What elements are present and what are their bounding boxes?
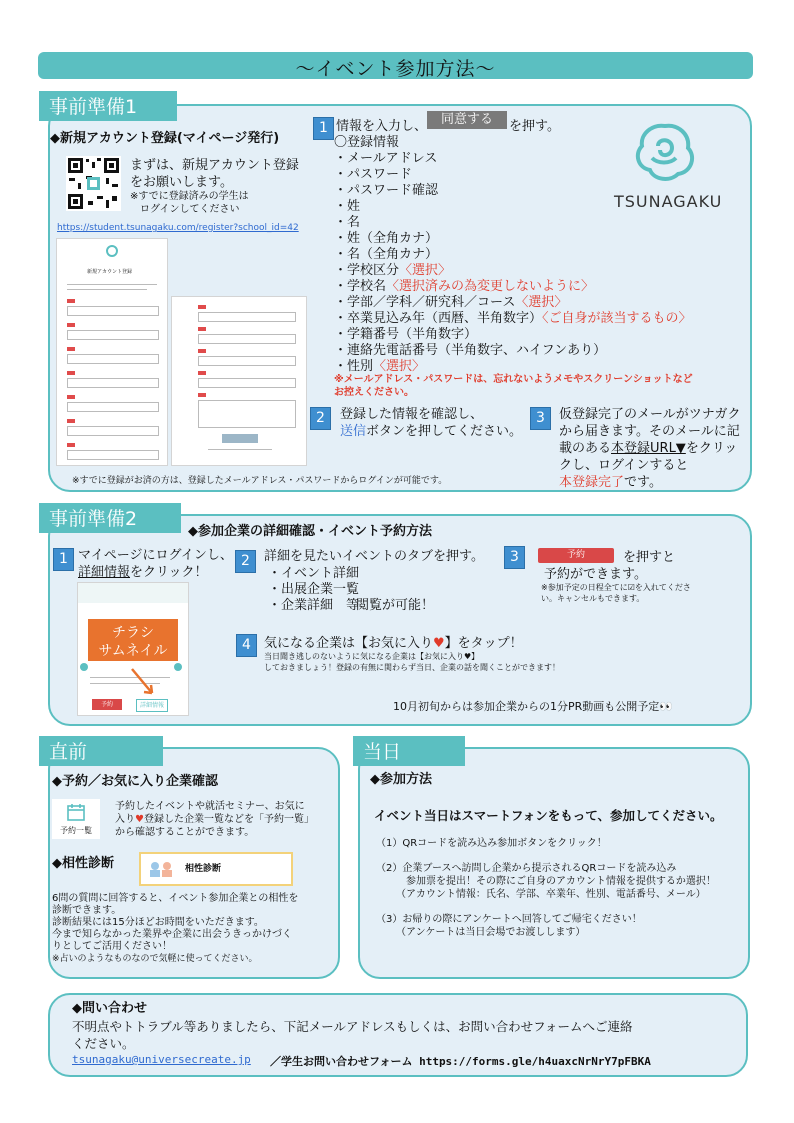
reservation-list-label: 予約一覧 — [60, 826, 92, 835]
prep1-intro-line2: をお願いします。 — [130, 175, 233, 190]
prep2-step3-note2: い。キャンセルもできます。 — [541, 594, 645, 603]
carousel-right-icon[interactable] — [174, 663, 182, 671]
field-grad: ・卒業見込み年（西暦、半角数字） — [334, 311, 543, 326]
registration-complete-label: 本登録完了 — [559, 475, 625, 490]
prep2-heading: ◆参加企業の詳細確認・イベント予約方法 — [188, 524, 432, 539]
dayof-item3-line2: （アンケートは当日会場でお渡しします） — [396, 927, 586, 938]
prep2-step1-line2 — [78, 565, 208, 581]
contact-line2: ください。 — [72, 1036, 135, 1051]
carousel-left-icon[interactable] — [80, 663, 88, 671]
step2-line2-text: ボタンを押してください。 — [366, 424, 523, 439]
reservation-list-icon-box[interactable] — [52, 799, 100, 839]
field-school-type-note: 〈選択〉 — [399, 263, 452, 278]
field-item: ・パスワード — [334, 167, 413, 182]
step4-pre: 気になる企業は【お気に入り — [264, 636, 434, 651]
prep1-intro-line1: まずは、新規アカウント登録 — [130, 158, 299, 173]
step-number-2: 2 — [235, 550, 256, 573]
field-faculty-note: 〈選択〉 — [515, 295, 568, 310]
field-item: ・姓（全角カナ） — [334, 231, 439, 246]
dayof-heading: ◆参加方法 — [370, 772, 432, 787]
prep2-step2-item: ・イベント詳細 — [268, 566, 360, 581]
field-item — [334, 311, 692, 327]
dayof-item2-line2: 参加票を提出！その際にご自身のアカウント情報を提供するか選択！ — [406, 876, 716, 887]
step3-end: です。 — [624, 475, 662, 490]
field-item — [334, 295, 692, 311]
prep2-step2-item: ・企業詳細 等 — [268, 598, 360, 613]
detail-info-link[interactable]: 詳細情報 — [78, 565, 131, 580]
dayof-item1: （1）QRコードを読み込み参加ボタンをクリック！ — [376, 838, 607, 849]
prep1-step3-line1: 仮登録完了のメールがツナガク — [559, 407, 741, 422]
step-number-4: 4 — [236, 634, 257, 657]
dayof-tab: 当日 — [353, 736, 465, 766]
qr-code-icon[interactable] — [66, 156, 121, 211]
before-body-line: 診断結果には15分ほどお時間をいただきます。 — [52, 917, 264, 928]
field-faculty: ・学部／学科／研究科／コース — [334, 295, 516, 310]
flyer-text-2: サムネイル — [98, 643, 168, 659]
prep1-heading: ◆新規アカウント登録(マイページ発行) — [50, 131, 280, 146]
title-bar — [38, 52, 753, 79]
before-body-line: ※占いのようなものなので気軽に使ってください。 — [52, 954, 258, 964]
field-grad-note: 〈ご自身が該当するもの〉 — [542, 311, 692, 326]
prep1-tab: 事前準備1 — [39, 91, 177, 121]
send-label: 送信 — [340, 424, 367, 439]
reserve-button-mock[interactable]: 予約 — [92, 699, 122, 710]
prep1-step3-line5 — [559, 475, 662, 491]
banner-title: 相性診断 — [185, 864, 222, 874]
contact-form-text[interactable]: ／学生お問い合わせフォーム https://forms.gle/h4uaxcNrNrY7pFBKA — [270, 1055, 651, 1068]
mock-logo-icon — [105, 244, 119, 258]
warning-line1: ※メールアドレス・パスワードは、忘れないようメモやスクリーンショットなど — [334, 374, 693, 385]
prep2-step4-sub1: 当日聞き逃しのないように気になる企業は【お気に入り♥】 — [264, 652, 480, 661]
pr-video-note: 10月初旬からは参加企業からの1分PR動画も公開予定👀 — [393, 700, 673, 713]
prep2-step3-post: を押すと — [623, 550, 676, 565]
field-item: ・メールアドレス — [334, 151, 438, 166]
prep1-intro-note1: ※すでに登録済みの学生は — [130, 191, 249, 202]
before-heading2: ◆相性診断 — [52, 856, 114, 871]
field-school-name: ・学校名 — [334, 279, 387, 294]
dayof-item3-line1: （3）お帰りの際にアンケートへ回答してご帰宅ください！ — [376, 914, 642, 925]
before-body-line: 6問の質問に回答すると、イベント参加企業との相性を — [52, 893, 299, 904]
step-number-1: 1 — [313, 117, 334, 140]
step3-line3-pre: 載のある — [559, 441, 612, 456]
compatibility-banner[interactable] — [139, 852, 293, 886]
detail-button-mock[interactable]: 詳細情報 — [136, 699, 168, 712]
before-text2 — [115, 814, 314, 826]
before-heading1: ◆予約／お気に入り企業確認 — [52, 774, 218, 789]
phone-top-bar — [78, 583, 188, 603]
before-body-line: 診断できます。 — [52, 905, 122, 916]
prep2-step3-note1: ※参加予定の日程全てに☑を入れてくださ — [541, 583, 691, 592]
field-item: ・名（全角カナ） — [334, 247, 439, 262]
field-item — [334, 263, 692, 279]
dayof-item2-line1: （2）企業ブースへ訪問し企業から提示されるQRコードを読み込み — [376, 863, 677, 874]
prep2-step2-heading: 詳細を見たいイベントのタブを押す。 — [264, 549, 484, 564]
prep1-step2-line2 — [340, 424, 522, 440]
dayof-lead: イベント当日はスマートフォンをもって、参加してください。 — [374, 808, 723, 823]
prep1-step1-post: を押す。 — [509, 119, 560, 134]
field-item: ・パスワード確認 — [334, 183, 439, 198]
prep1-step3-line4: クし、ログインすると — [559, 458, 689, 473]
prep2-tab: 事前準備2 — [39, 503, 181, 533]
prep1-step3-line3 — [559, 441, 737, 457]
prep2-step3-line2: 予約ができます。 — [544, 567, 647, 582]
dayof-item2-line3: （アカウント情報：氏名、学部、卒業年、性別、電話番号、メール） — [396, 889, 706, 900]
before-text3: から確認することができます。 — [115, 827, 255, 838]
before-tab: 直前 — [39, 736, 163, 766]
field-school-name-note: 〈選択済みの為変更しないように〉 — [386, 279, 595, 294]
field-school-type: ・学校区分 — [334, 263, 400, 278]
heart-icon: ♥ — [135, 814, 144, 825]
register-url-link[interactable]: https://student.tsunagaku.com/register?school_id=42 — [57, 223, 299, 233]
before-body-line: 今まで知らなかった業界や企業に出会うきっかけづく — [52, 929, 292, 940]
prep1-intro-note2: ログインしてください — [140, 204, 240, 215]
register-confirm-link[interactable]: 本登録URL▼ — [611, 441, 686, 456]
tsunagaku-logo-icon — [630, 120, 700, 186]
pointer-arrow-icon — [128, 667, 158, 699]
field-item: ・学籍番号（半角数字） — [334, 327, 478, 342]
step4-post: 】をタップ！ — [444, 636, 523, 651]
before-text1: 予約したイベントや就活セミナー、お気に — [115, 801, 305, 812]
contact-line1: 不明点やトトラブル等ありましたら、下記メールアドレスもしくは、お問い合わせフォームへご連絡 — [72, 1019, 633, 1034]
prep2-step4 — [264, 636, 523, 652]
field-item: ・姓 — [334, 199, 361, 214]
prep2-step2-note: 閲覧が可能！ — [356, 598, 435, 613]
step1-line2-text: をクリック！ — [130, 565, 208, 580]
mypage-phone-mock — [77, 582, 189, 716]
mock-submit-button — [222, 434, 258, 443]
step-number-3: 3 — [530, 407, 551, 430]
field-gender-note: 〈選択〉 — [373, 359, 426, 374]
field-item: ・連絡先電話番号（半角数字、ハイフンあり） — [334, 343, 607, 358]
prep1-step2-line1: 登録した情報を確認し、 — [340, 407, 484, 422]
person-icon — [147, 860, 177, 878]
prep2-step4-sub2: しておきましょう！登録の有無に関わらず当日、企業の話を聞くことができます！ — [264, 663, 560, 672]
info-heading: 〇登録情報 — [334, 135, 400, 150]
mock-form-title: 新規アカウント登録 — [87, 269, 132, 275]
field-item — [334, 279, 692, 295]
before-body — [52, 893, 298, 965]
before-text2-pre: 入り — [115, 814, 135, 825]
reserve-button[interactable]: 予約 — [538, 548, 614, 563]
heart-icon: ♥ — [433, 636, 445, 651]
prep1-footnote: ※すでに登録がお済の方は、登録したメールアドレス・パスワードからログインが可能です。 — [72, 476, 448, 486]
registration-form-mock — [56, 238, 168, 466]
step3-line3-post: をクリッ — [685, 441, 738, 456]
prep2-step2-item: ・出展企業一覧 — [268, 582, 360, 597]
page-title: 〜イベント参加方法〜 — [295, 58, 496, 80]
warning-line2: お控えください。 — [334, 387, 414, 398]
step-number-2: 2 — [310, 407, 331, 430]
contact-heading: ◆問い合わせ — [72, 1001, 147, 1016]
flyer-thumbnail — [88, 619, 178, 661]
tsunagaku-logo-text: TSUNAGAKU — [614, 192, 723, 211]
calendar-icon — [66, 802, 86, 822]
step-number-1: 1 — [53, 548, 74, 571]
agree-button[interactable]: 同意する — [427, 111, 507, 129]
prep2-step1-line1: マイページにログインし、 — [78, 548, 233, 563]
field-item — [334, 359, 692, 375]
field-item: ・名 — [334, 215, 361, 230]
registration-form-mock-2 — [171, 296, 307, 466]
before-text2-post: 登録した企業一覧などを「予約一覧」 — [143, 814, 314, 825]
prep1-step1-pre: 情報を入力し、 — [336, 119, 428, 134]
prep1-step3-line2: から届きます。そのメールに記 — [559, 424, 740, 439]
before-body-line: りとしてご活用ください！ — [52, 941, 172, 952]
field-gender: ・性別 — [334, 359, 374, 374]
contact-email-link[interactable]: tsunagaku@universecreate.jp — [72, 1053, 251, 1066]
step-number-3: 3 — [504, 546, 525, 569]
flyer-text-1: チラシ — [112, 625, 154, 641]
